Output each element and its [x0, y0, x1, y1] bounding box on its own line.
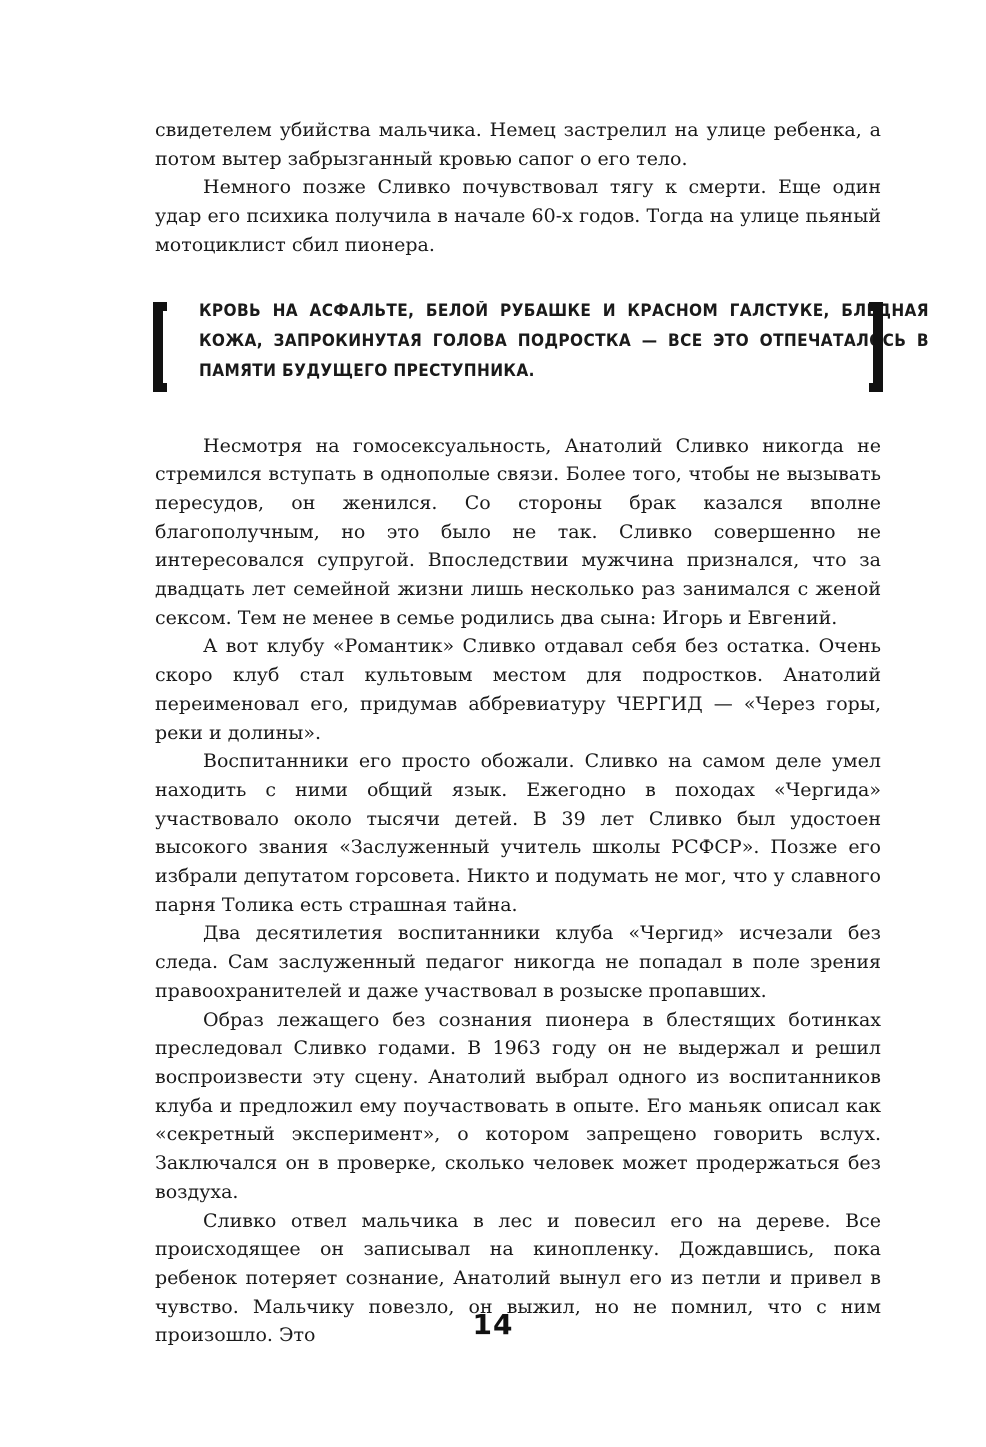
pull-quote [153, 296, 929, 396]
page-body [155, 116, 929, 1350]
paragraph: Немного позже Сливко почувствовал тягу к смерти. Еще один удар его психика получила в начале 60-х годов. Тогда на улице пьяный мотоциклист сбил пионера. [155, 176, 881, 256]
page-number: 14 [472, 1308, 514, 1341]
paragraph: Два десятилетия воспитанники клуба «Чергид» исчезали без следа. Сам заслуженный педагог никогда не попадал в поле зрения правоохранителей и даже участвовал в розыске пропавших. [155, 922, 881, 1002]
paragraph: Воспитанники его просто обожали. Сливко на самом деле умел находить с ними общий язык. Ежегодно в походах «Чергида» участвовало около тысячи детей. В 39 лет Сливко был удостоен высокого звания «Заслуженный учитель школы РСФСР». Позже его избрали депутатом горсовета. Никто и подумать не мог, что у славного парня Толика есть страшная тайна. [155, 750, 881, 916]
paragraph: А вот клубу «Романтик» Сливко отдавал себя без остатка. Очень скоро клуб стал культовым местом для подростков. Анатолий переименовал его, придумав аббревиатуру ЧЕРГИД — «Через горы, реки и долины». [155, 635, 881, 744]
paragraph: свидетелем убийства мальчика. Немец застрелил на улице ребенка, а потом вытер забрызганный кровью сапог о его тело. [155, 119, 881, 170]
left-bracket-icon [153, 302, 167, 392]
pull-quote-text: КРОВЬ НА АСФАЛЬТЕ, БЕЛОЙ РУБАШКЕ И КРАСНОМ ГАЛСТУКЕ, БЛЕДНАЯ КОЖА, ЗАПРОКИНУТАЯ ГОЛОВА ПОДРОСТКА — ВСЕ ЭТО ОТПЕЧАТАЛОСЬ В ПАМЯТИ БУДУЩЕГО ПРЕСТУПНИКА. [199, 300, 929, 380]
paragraph: Сливко отвел мальчика в лес и повесил его на дереве. Все происходящее он записывал на кинопленку. Дождавшись, пока ребенок потеряет сознание, Анатолий вынул его из петли и привел в чувство. Мальчику повезло, он выжил, но не помнил, что с ним произошло. Это [155, 1209, 881, 1347]
right-bracket-icon [869, 302, 883, 392]
paragraph: Несмотря на гомосексуальность, Анатолий Сливко никогда не стремился вступать в однополые связи. Более того, чтобы не вызывать пересудов, он женился. Со стороны брак казался вполне благополучным, но это было не так. Сливко совершенно не интересовался супругой. Впоследствии мужчина признался, что за двадцать лет семейной жизни лишь несколько раз занимался с женой сексом. Тем не менее в семье родились два сына: Игорь и Евгений. [155, 434, 881, 629]
paragraph: Образ лежащего без сознания пионера в блестящих ботинках преследовал Сливко годами. В 1963 году он не выдержал и решил воспроизвести эту сцену. Анатолий выбрал одного из воспитанников клуба и предложил ему поучаствовать в опыте. Его маньяк описал как «секретный эксперимент», о котором запрещено говорить вслух. Заключался он в проверке, сколько человек может продержаться без воздуха. [155, 1008, 881, 1203]
